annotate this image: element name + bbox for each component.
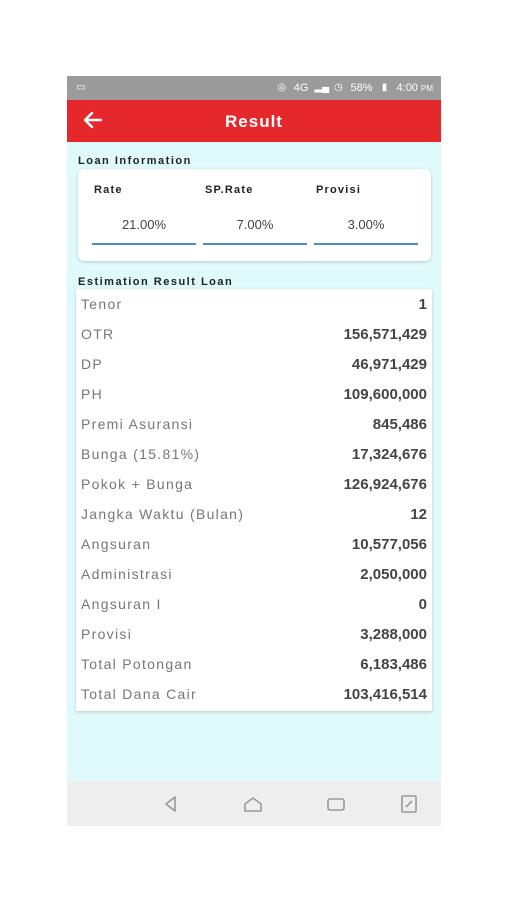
result-value: 156,571,429 bbox=[343, 325, 427, 343]
result-value: 10,577,056 bbox=[351, 535, 427, 553]
battery-icon: ▮ bbox=[381, 82, 388, 93]
result-value: 103,416,514 bbox=[343, 685, 427, 703]
result-row bbox=[76, 589, 432, 619]
status-right bbox=[276, 82, 433, 94]
rate-field bbox=[92, 169, 196, 261]
result-label: Tenor bbox=[81, 296, 123, 312]
result-row bbox=[76, 499, 432, 529]
system-nav-bar bbox=[67, 781, 441, 826]
result-label: Angsuran I bbox=[81, 596, 162, 612]
nav-recents-icon[interactable] bbox=[325, 793, 347, 815]
result-label: Angsuran bbox=[81, 536, 152, 552]
result-label: Total Potongan bbox=[81, 656, 193, 672]
result-label: Total Dana Cair bbox=[81, 686, 197, 702]
result-label: Premi Asuransi bbox=[81, 416, 194, 432]
notification-icon: ▭ bbox=[76, 82, 86, 93]
result-value: 0 bbox=[418, 595, 427, 613]
result-row bbox=[76, 349, 432, 379]
sp-rate-input[interactable] bbox=[203, 205, 307, 245]
provisi-field bbox=[314, 169, 418, 261]
result-label: Jangka Waktu (Bulan) bbox=[81, 506, 245, 522]
result-value: 6,183,486 bbox=[360, 655, 427, 673]
result-label: DP bbox=[81, 356, 104, 372]
result-row bbox=[76, 289, 432, 319]
result-label: PH bbox=[81, 386, 104, 402]
nav-screenshot-icon[interactable] bbox=[398, 793, 420, 815]
sp-rate-field bbox=[203, 169, 307, 261]
loan-information-heading: Loan Information bbox=[78, 155, 192, 167]
battery-percent: 58% bbox=[350, 82, 373, 94]
estimation-result-heading: Estimation Result Loan bbox=[78, 276, 234, 288]
result-label: OTR bbox=[81, 326, 115, 342]
signal-icon: ▂▄ bbox=[314, 82, 330, 93]
phone-screen bbox=[67, 76, 441, 826]
result-value: 2,050,000 bbox=[360, 565, 427, 583]
result-value: 126,924,676 bbox=[343, 475, 427, 493]
result-value: 12 bbox=[410, 505, 427, 523]
result-row bbox=[76, 469, 432, 499]
result-row bbox=[76, 559, 432, 589]
nav-back-icon[interactable] bbox=[160, 793, 182, 815]
result-label: Pokok + Bunga bbox=[81, 476, 194, 492]
wifi-hotspot-icon: ◎ bbox=[277, 82, 287, 93]
page-title: Result bbox=[225, 112, 283, 131]
status-bar bbox=[67, 76, 441, 100]
result-row bbox=[76, 409, 432, 439]
loan-information-card bbox=[78, 169, 431, 261]
rate-label: Rate bbox=[94, 184, 123, 196]
result-row bbox=[76, 529, 432, 559]
result-label: Provisi bbox=[81, 626, 133, 642]
network-type: 4G bbox=[293, 82, 309, 94]
estimation-result-card bbox=[76, 289, 432, 711]
result-row bbox=[76, 319, 432, 349]
result-value: 46,971,429 bbox=[351, 355, 427, 373]
result-row bbox=[76, 439, 432, 469]
result-value: 17,324,676 bbox=[351, 445, 427, 463]
result-value: 1 bbox=[418, 295, 427, 313]
rate-input[interactable] bbox=[92, 205, 196, 245]
result-label: Administrasi bbox=[81, 566, 173, 582]
result-row bbox=[76, 619, 432, 649]
provisi-label: Provisi bbox=[316, 184, 362, 196]
result-value: 845,486 bbox=[372, 415, 427, 433]
result-value: 109,600,000 bbox=[343, 385, 427, 403]
provisi-input[interactable] bbox=[314, 205, 418, 245]
sp-rate-label: SP.Rate bbox=[205, 184, 254, 196]
clock-ampm: PM bbox=[421, 84, 433, 93]
app-bar bbox=[67, 100, 441, 142]
result-value: 3,288,000 bbox=[360, 625, 427, 643]
result-label: Bunga (15.81%) bbox=[81, 446, 201, 462]
clock-time: 4:00 bbox=[396, 82, 418, 94]
result-row bbox=[76, 649, 432, 679]
nav-home-icon[interactable] bbox=[242, 793, 264, 815]
result-row bbox=[76, 379, 432, 409]
result-row bbox=[76, 679, 432, 709]
alarm-icon: ◷ bbox=[334, 82, 343, 93]
clock bbox=[397, 82, 433, 94]
